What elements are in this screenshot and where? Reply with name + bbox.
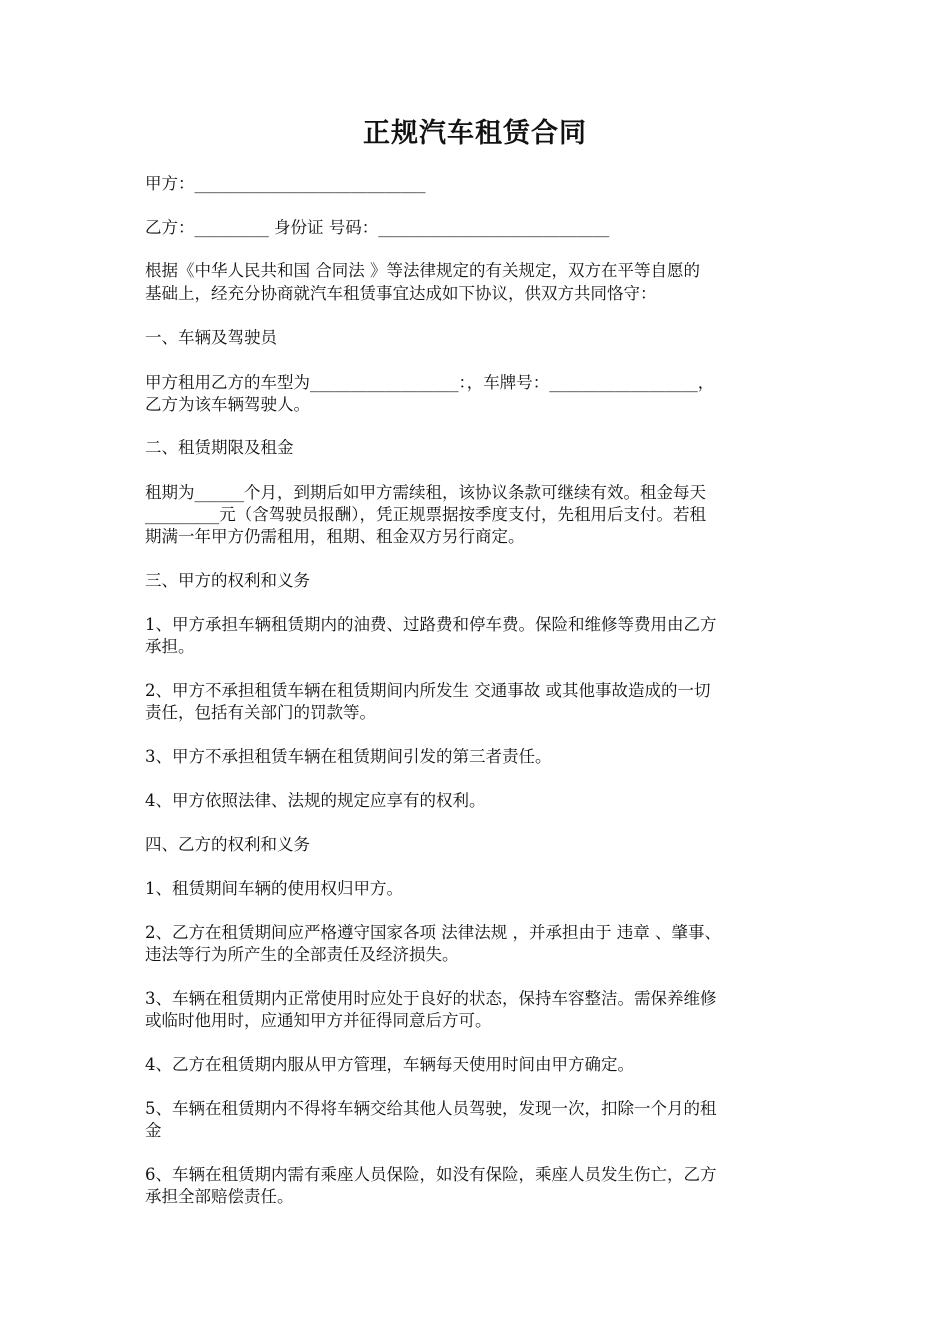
section-1-heading: 一、车辆及驾驶员 (145, 328, 277, 347)
section-2-line-2: _________元（含驾驶员报酬），凭正规票据按季度支付，先租用后支付。若租 (145, 505, 706, 524)
section-4-item-2-line-1: 2、乙方在租赁期间应严格遵守国家各项 法律法规 ，并承担由于 违章 、肇事、 (145, 923, 721, 942)
section-1-line-1: 甲方租用乙方的车型为__________________：，车牌号：__________________， (145, 373, 715, 392)
section-4-item-2-line-2: 违法等行为所产生的全部责任及经济损失。 (145, 945, 459, 964)
section-3-item-4: 4、甲方依照法律、法规的规定应享有的权利。 (145, 791, 486, 810)
section-3-item-3: 3、甲方不承担租赁车辆在租赁期间引发的第三者责任。 (145, 747, 552, 766)
section-4-item-4: 4、乙方在租赁期内服从甲方管理，车辆每天使用时间由甲方确定。 (145, 1055, 634, 1074)
section-3-item-1-line-2: 承担。 (145, 637, 195, 656)
section-4-item-6-line-1: 6、车辆在租赁期内需有乘座人员保险，如没有保险，乘座人员发生伤亡，乙方 (145, 1165, 717, 1184)
section-2-line-3: 期满一年甲方仍需租用，租期、租金双方另行商定。 (145, 527, 525, 546)
section-4-item-1: 1、租赁期间车辆的使用权归甲方。 (145, 879, 403, 898)
section-4-item-5-line-1: 5、车辆在租赁期内不得将车辆交给其他人员驾驶，发现一次，扣除一个月的租 (145, 1099, 717, 1118)
section-2-line-1: 租期为______个月，到期后如甲方需续租，该协议条款可继续有效。租金每天 (145, 483, 706, 502)
section-2-heading: 二、租赁期限及租金 (145, 438, 294, 457)
document-title: 正规汽车租赁合同 (363, 118, 587, 149)
section-3-item-1-line-1: 1、甲方承担车辆租赁期内的油费、过路费和停车费。保险和维修等费用由乙方 (145, 615, 717, 634)
section-4-item-3-line-1: 3、车辆在租赁期内正常使用时应处于良好的状态，保持车容整洁。需保养维修 (145, 989, 717, 1008)
section-4-heading: 四、乙方的权利和义务 (145, 835, 310, 854)
section-1-line-2: 乙方为该车辆驾驶人。 (145, 395, 310, 414)
section-4-item-6-line-2: 承担全部赔偿责任。 (145, 1187, 294, 1206)
party-b-line: 乙方：_________ 身份证 号码：____________________________ (145, 218, 610, 237)
section-4-item-5-line-2: 金 (145, 1121, 162, 1140)
section-4-item-3-line-2: 或临时他用时，应通知甲方并征得同意后方可。 (145, 1011, 492, 1030)
section-3-item-2-line-2: 责任，包括有关部门的罚款等。 (145, 703, 376, 722)
section-3-item-2-line-1: 2、甲方不承担租赁车辆在租赁期间内所发生 交通事故 或其他事故造成的一切 (145, 681, 711, 700)
party-a-line: 甲方：____________________________ (145, 174, 426, 193)
preamble-line-2: 基础上，经充分协商就汽车租赁事宜达成如下协议，供双方共同恪守： (145, 284, 657, 303)
section-3-heading: 三、甲方的权利和义务 (145, 571, 310, 590)
preamble-line-1: 根据《中华人民共和国 合同法 》等法律规定的有关规定，双方在平等自愿的 (145, 261, 700, 280)
